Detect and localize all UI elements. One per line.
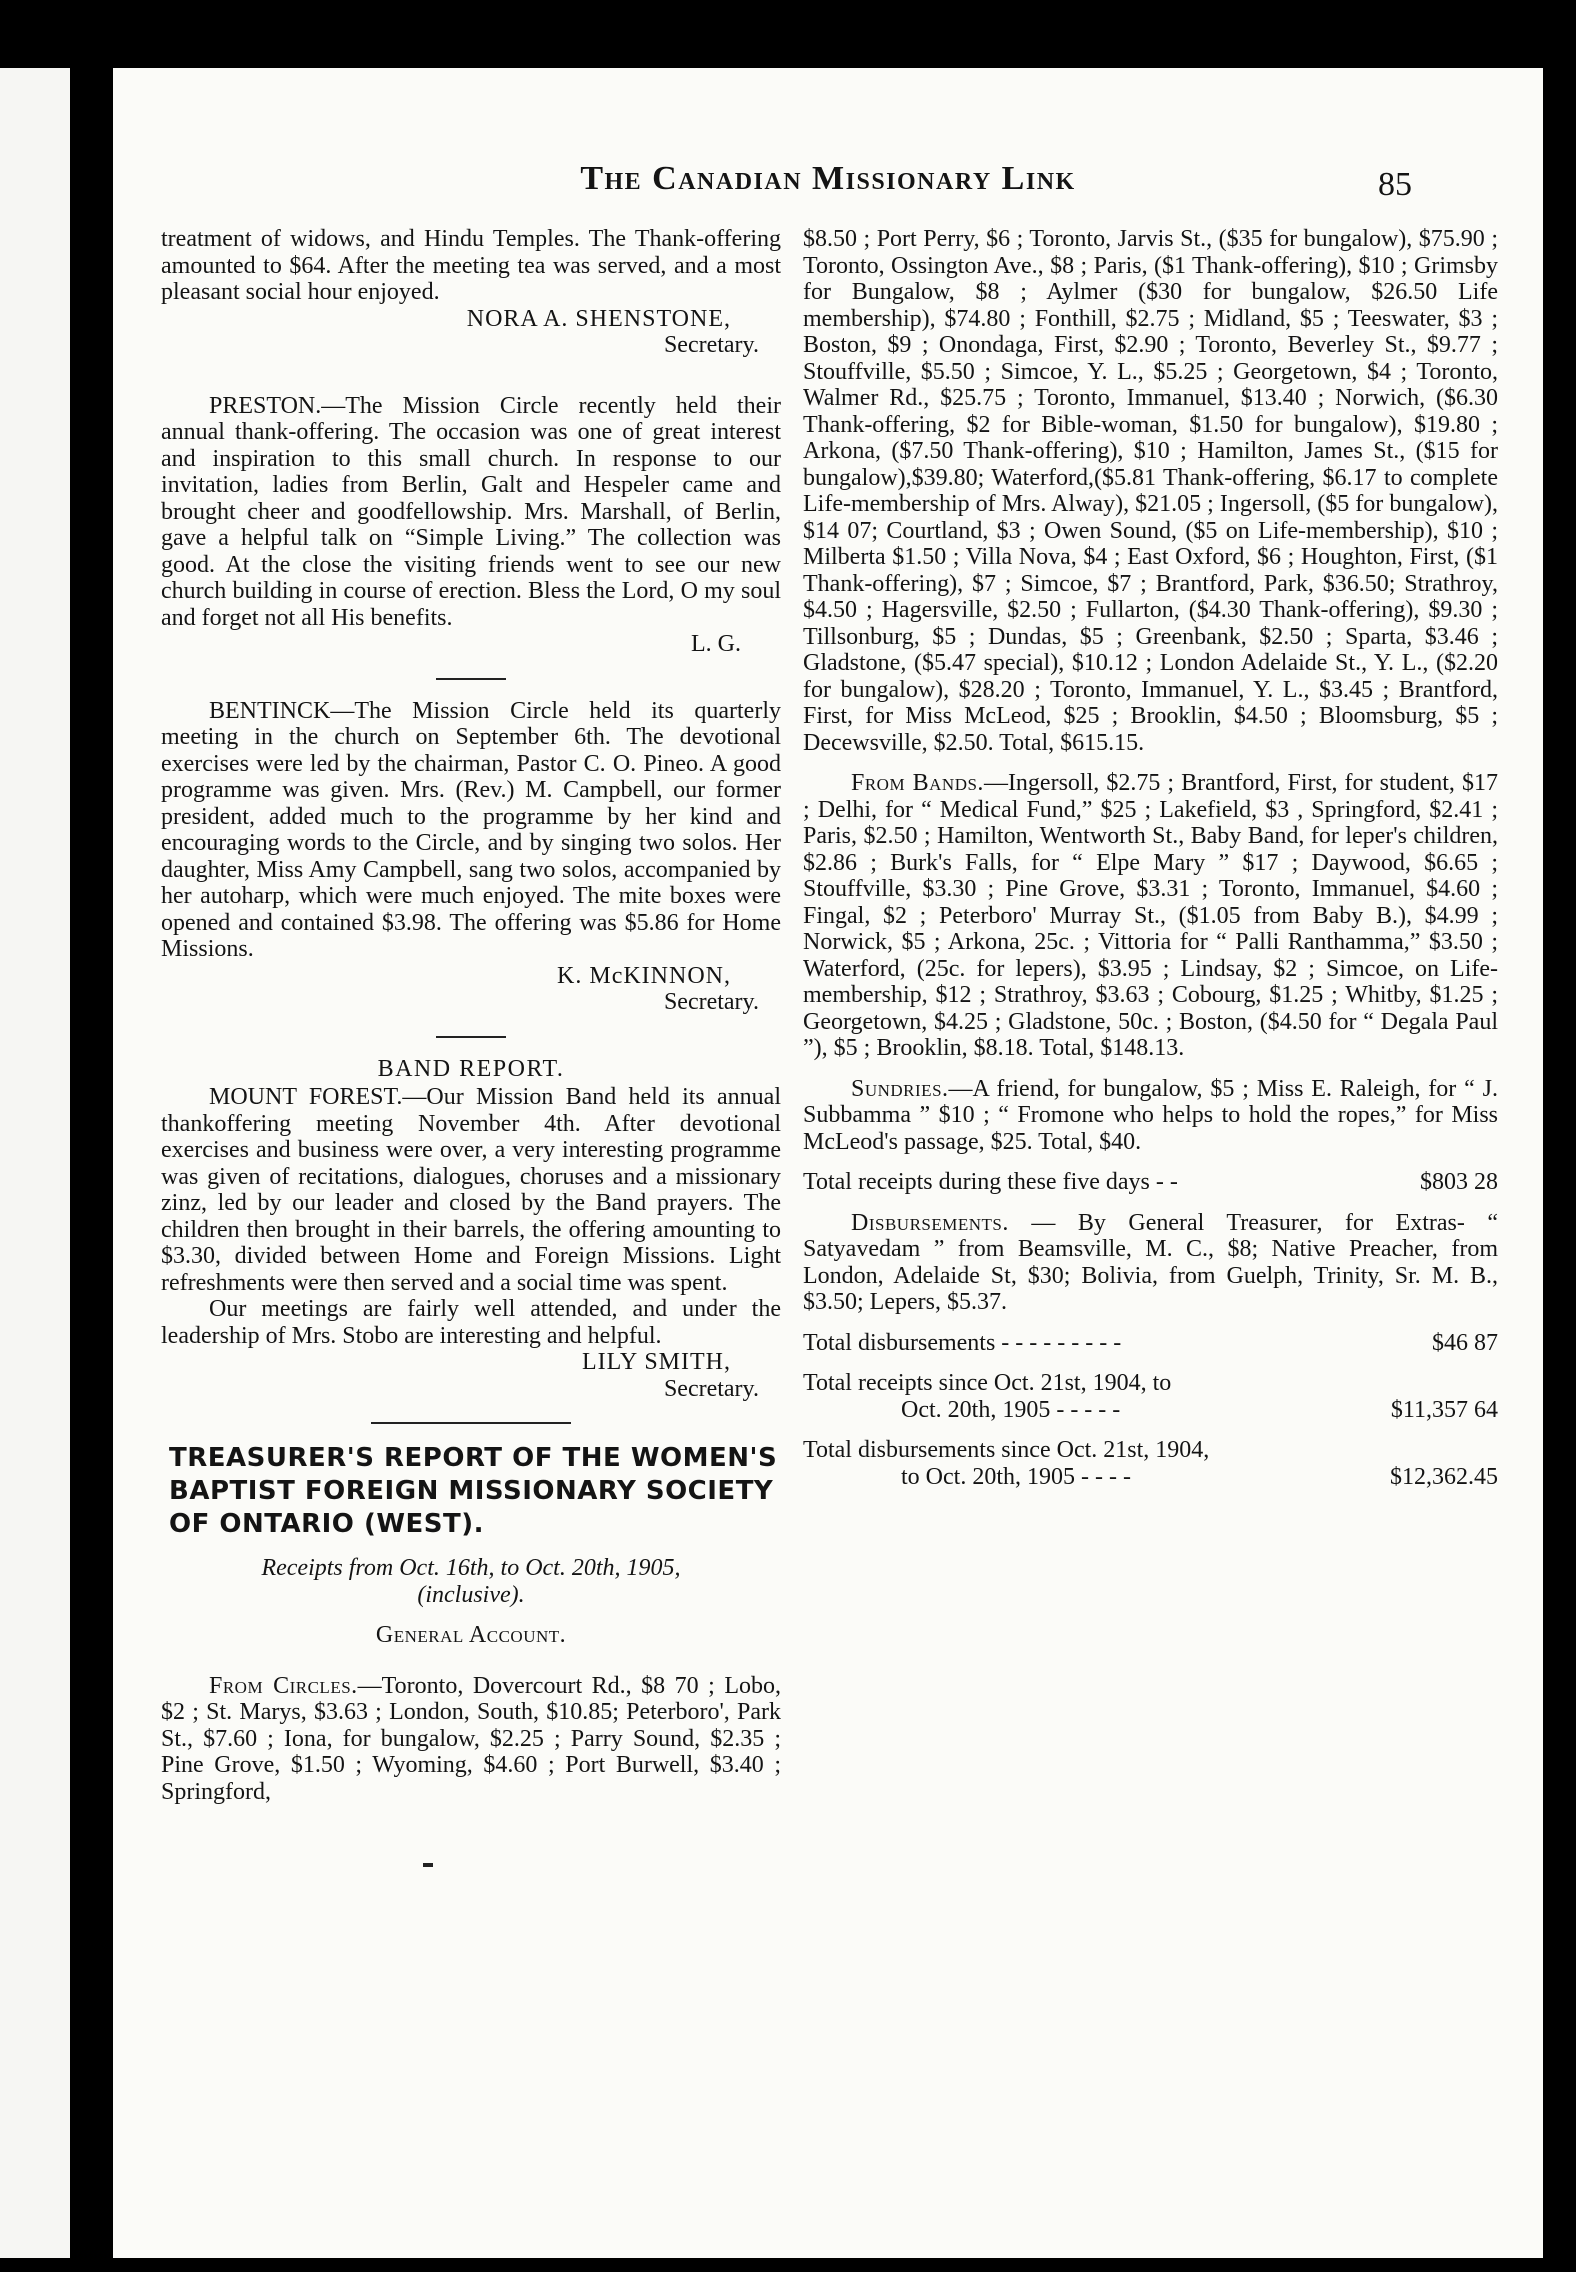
signature-name: NORA A. SHENSTONE, xyxy=(466,305,731,332)
signature-title: Secretary. xyxy=(663,332,759,358)
sundries-label: Sundries. xyxy=(851,1075,949,1102)
signature-name: K. McKINNON, xyxy=(557,962,731,989)
general-account-heading: General Account. xyxy=(375,1622,567,1648)
section-divider xyxy=(371,1422,571,1424)
facing-page-edge xyxy=(0,68,70,2258)
since-disbursements-line1: Total disbursements since Oct. 21st, 1904, xyxy=(803,1437,1210,1463)
paragraph-disbursements xyxy=(803,1210,1498,1316)
paragraph-from-circles xyxy=(161,1673,781,1806)
paragraph-from-bands xyxy=(803,770,1498,1062)
total-receipts-row xyxy=(803,1169,1498,1196)
document-page xyxy=(113,68,1543,2258)
paragraph-widows: treatment of widows, and Hindu Temples. The Thank-offering amounted to $64. After the meeting tea was served, and a most pleasant social hour enjoyed. xyxy=(161,226,781,305)
treasurer-report-heading: TREASURER'S REPORT OF THE WOMEN'S BAPTIST FOREIGN MISSIONARY SOCIETY OF ONTARIO (WEST). xyxy=(169,1443,778,1539)
from-bands-label: From Bands. xyxy=(851,770,984,796)
total-receipts-label: Total receipts during these five days - - xyxy=(803,1169,1178,1195)
section-divider xyxy=(436,1036,506,1038)
receipts-inclusive: (inclusive). xyxy=(417,1581,525,1608)
paragraph-sundries xyxy=(803,1076,1498,1156)
right-column xyxy=(803,226,1498,1490)
from-circles-label: From Circles. xyxy=(209,1672,358,1699)
since-disbursements-row xyxy=(803,1464,1498,1491)
signature-title: Secretary. xyxy=(663,1375,759,1402)
signature-name: LILY SMITH, xyxy=(581,1349,731,1375)
receipts-period: Receipts from Oct. 16th, to Oct. 20th, 1905, xyxy=(261,1555,681,1581)
paragraph-bentinck: BENTINCK—The Mission Circle held its quarterly meeting in the church on September 6th. The devotional exercises were led by the chairman, Pastor C. O. Pineo. A good programme was given. Mrs. (Rev.) M. Campbell, our former president, added much to the programme by her kind and encouraging words to the Circle, and by singing two solos. Her daughter, Miss Amy Campbell, sang two solos, accompanied by her autoharp, which were much enjoyed. The mite boxes were opened and contained $3.98. The offering was $5.86 for Home Missions. xyxy=(161,697,781,962)
paragraph-meetings: Our meetings are fairly well attended, and under the leadership of Mrs. Stobo are interesting and helpful. xyxy=(161,1296,781,1349)
sundries-text: —A friend, for bungalow, $5 ; Miss E. Raleigh, for “ J. Subbamma ” $10 ; “ Fromone who helps to hold the ropes,” for Miss McLeod's passage, $25. Total, $40. xyxy=(803,1075,1498,1155)
signature-initials: L. G. xyxy=(691,631,741,657)
since-disbursements-value: $12,362.45 xyxy=(1390,1463,1498,1490)
paragraph-preston: PRESTON.—The Mission Circle recently held their annual thank-offering. The occasion was one of great interest and inspiration to this small church. In response to our invitation, ladies from Berlin, Galt and Hespeler came and brought cheer and goodfellowship. Mrs. Marshall, of Berlin, gave a helpful talk on “Simple Living.” The collection was good. At the close the visiting friends went to see our new church building in course of erection. Bless the Lord, O my soul and forget not all His benefits. xyxy=(161,392,781,631)
total-disbursements-value: $46 87 xyxy=(1432,1329,1498,1356)
total-disbursements-row xyxy=(803,1330,1498,1357)
since-receipts-line2: Oct. 20th, 1905 - - - - - xyxy=(901,1396,1121,1423)
since-receipts-value: $11,357 64 xyxy=(1390,1396,1498,1423)
disbursements-text: — By General Treasurer, for Extras- “ Satyavedam ” from Beamsville, M. C., $8; Native Preacher, from London, Adelaide St, $30; Bolivia, from Guelph, Trinity, Sr. M. B., $3.50; Lepers, $5.37. xyxy=(803,1209,1498,1315)
from-circles-text: —Toronto, Dovercourt Rd., $8 70 ; Lobo, $2 ; St. Marys, $3.63 ; London, South, $10.85; Peterboro', Park St., $7.60 ; Iona, for bungalow, $2.25 ; Parry Sound, $2.35 ; Pine Grove, $1.50 ; Wyoming, $4.60 ; Port Burwell, $3.40 ; Springford, xyxy=(161,1672,781,1805)
total-disbursements-label: Total disbursements - - - - - - - - - xyxy=(803,1329,1122,1356)
total-receipts-value: $803 28 xyxy=(1420,1169,1498,1195)
since-receipts-row xyxy=(803,1397,1498,1424)
band-report-heading: BAND REPORT. xyxy=(377,1055,565,1082)
disbursements-label: Disbursements. xyxy=(851,1209,1009,1236)
print-speck xyxy=(423,1863,433,1867)
section-divider xyxy=(436,678,506,680)
signature-title: Secretary. xyxy=(663,989,759,1015)
page-number: 85 xyxy=(1378,166,1412,203)
from-bands-text: —Ingersoll, $2.75 ; Brantford, First, for student, $17 ; Delhi, for “ Medical Fund,” $25 ; Lakefield, $3 , Springford, $2.41 ; Paris, $2.50 ; Hamilton, Wentworth St., Baby Band, for leper's children, $2.86 ; Burk's Falls, for “ Elpe Mary ” $17 ; Daywood, $6.65 ; Stouffville, $3.30 ; Pine Grove, $3.31 ; Toronto, Immanuel, $4.60 ; Fingal, $2 ; Peterboro' Murray St., ($1.05 from Baby B.), $4.99 ; Norwick, $5 ; Arkona, 25c. ; Vittoria for “ Palli Ranthamma,” $3.50 ; Waterford, (25c. for lepers), $3.95 ; Lindsay, $2 ; Simcoe, on Life-membership, $12 ; Strathroy, $3.63 ; Cobourg, $1.25 ; Whitby, $1.25 ; Georgetown, $4.25 ; Gladstone, 50c. ; Boston, ($4.50 for “ Degala Paul ”), $5 ; Brooklin, $8.18. Total, $148.13. xyxy=(803,770,1498,1061)
running-title: The Canadian Missionary Link xyxy=(580,160,1076,197)
paragraph-mount-forest: MOUNT FOREST.—Our Mission Band held its annual thankoffering meeting November 4th. After devotional exercises and business were over, a very interesting programme was given of recitations, dialogues, choruses and a missionary zinz, led by our leader and closed by the Band prayers. The children then brought in their barrels, the offering amounting to $3.30, divided between Home and Foreign Missions. Light refreshments were then served and a social time was spent. xyxy=(161,1084,781,1296)
paragraph-circles-continued: $8.50 ; Port Perry, $6 ; Toronto, Jarvis St., ($35 for bungalow), $75.90 ; Toronto, Ossington Ave., $8 ; Paris, ($1 Thank-offering), $10 ; Grimsby for Bungalow, $8 ; Aylmer ($30 for bungalow, $26.50 Life membership), $74.80 ; Fonthill, $2.75 ; Midland, $5 ; Teeswater, $3 ; Boston, $9 ; Onondaga, First, $2.90 ; Toronto, Beverley St., $9.77 ; Stouffville, $5.50 ; Simcoe, Y. L., $5.25 ; Georgetown, $4 ; Toronto, Walmer Rd., $25.75 ; Toronto, Immanuel, $13.40 ; Norwich, ($6.30 Thank-offering, $2 for Bible-woman, $1.50 for bungalow), $19.80 ; Arkona, ($7.50 Thank-offering), $10 ; Hamilton, James St., ($15 for bungalow),$39.80; Waterford,($5.81 Thank-offering, $6.17 to complete Life-membership of Mrs. Alway), $21.05 ; Ingersoll, ($5 for bungalow), $14 07; Courtland, $3 ; Owen Sound, ($5 on Life-membership), $10 ; Milberta $1.50 ; Villa Nova, $4 ; East Oxford, $6 ; Houghton, First, ($1 Thank-offering), $7 ; Simcoe, $7 ; Brantford, Park, $36.50; Strathroy, $4.50 ; Hagersville, $2.50 ; Fullarton, ($4.30 Thank-offering), $9.30 ; Tillsonburg, $5 ; Dundas, $5 ; Greenbank, $2.50 ; Sparta, $3.46 ; Gladstone, ($5.47 special), $10.12 ; London Adelaide St., Y. L., ($2.20 for bungalow), $28.20 ; Toronto, Immanuel, Y. L., $3.45 ; Brantford, First, for Miss McLeod, $25 ; Brooklin, $4.50 ; Bloomsburg, $5 ; Decewsville, $2.50. Total, $615.15. xyxy=(803,226,1498,756)
since-disbursements-line2: to Oct. 20th, 1905 - - - - xyxy=(901,1463,1131,1490)
since-receipts-line1: Total receipts since Oct. 21st, 1904, to xyxy=(803,1370,1172,1396)
left-column xyxy=(161,226,781,1805)
